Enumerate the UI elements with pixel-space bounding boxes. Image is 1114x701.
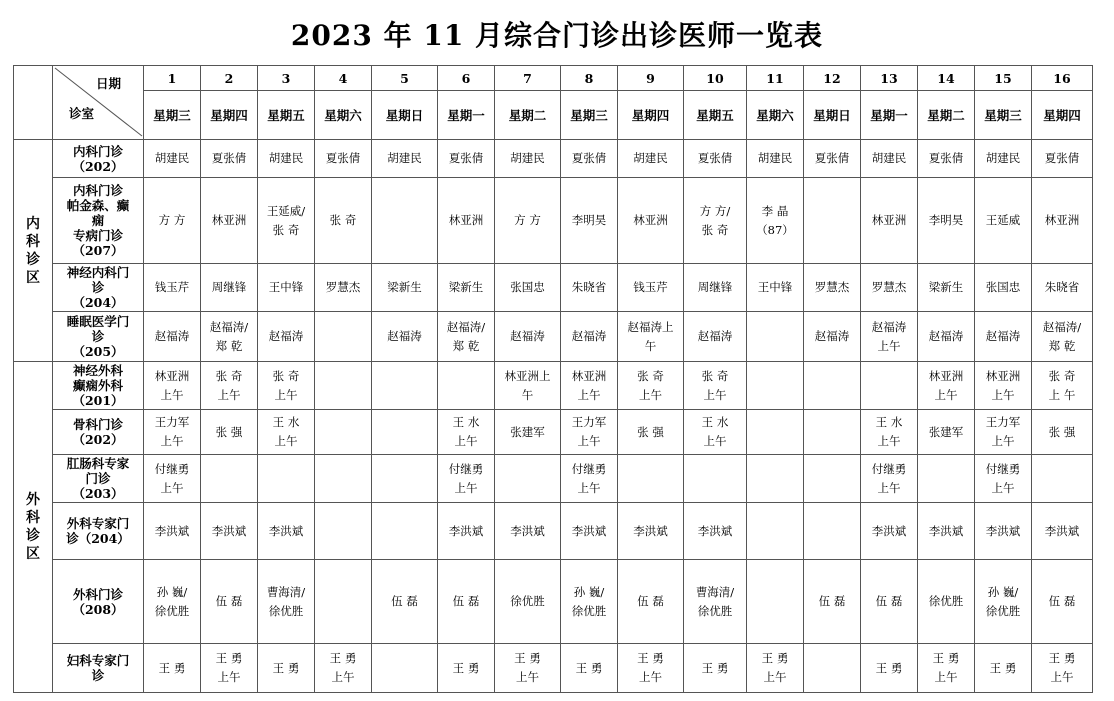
doctor-cell: 李 晶 （87） xyxy=(747,178,804,264)
date-cell: 12 xyxy=(804,66,861,91)
doctor-cell: 王 勇 xyxy=(144,644,201,693)
doctor-cell: 张 奇 上午 xyxy=(618,362,684,410)
doctor-cell: 张 强 xyxy=(618,410,684,455)
doctor-cell: 林亚洲 xyxy=(438,178,495,264)
doctor-cell: 李洪斌 xyxy=(1032,503,1093,560)
diagonal-header xyxy=(53,66,144,140)
doctor-cell: 林亚洲 xyxy=(618,178,684,264)
table-row xyxy=(14,644,1093,693)
doctor-cell: 伍 磊 xyxy=(861,560,918,644)
room-cell: 睡眠医学门 诊 （205） xyxy=(53,312,144,362)
doctor-cell: 徐优胜 xyxy=(918,560,975,644)
weekday-cell: 星期二 xyxy=(495,91,561,140)
doctor-cell: 李洪斌 xyxy=(201,503,258,560)
doctor-cell: 张国忠 xyxy=(495,264,561,312)
doctor-cell xyxy=(804,503,861,560)
doctor-cell: 李洪斌 xyxy=(258,503,315,560)
doctor-cell: 伍 磊 xyxy=(438,560,495,644)
doctor-cell: 夏张倩 xyxy=(804,140,861,178)
room-cell: 外科专家门 诊（204） xyxy=(53,503,144,560)
doctor-cell xyxy=(372,455,438,503)
doctor-cell xyxy=(372,644,438,693)
doctor-cell: 伍 磊 xyxy=(372,560,438,644)
table-row xyxy=(14,140,1093,178)
doctor-cell: 付继勇 上午 xyxy=(861,455,918,503)
doctor-cell: 王 勇 xyxy=(258,644,315,693)
doctor-cell: 张 奇 上 午 xyxy=(1032,362,1093,410)
doctor-cell: 胡建民 xyxy=(495,140,561,178)
doctor-cell: 王力军 上午 xyxy=(561,410,618,455)
room-label: 诊室 xyxy=(69,106,95,121)
dept-surgical: 外 科 诊 区 xyxy=(14,362,53,693)
doctor-cell: 王中锋 xyxy=(747,264,804,312)
doctor-cell: 胡建民 xyxy=(747,140,804,178)
weekday-cell: 星期六 xyxy=(747,91,804,140)
doctor-cell xyxy=(861,362,918,410)
doctor-cell: 付继勇 上午 xyxy=(975,455,1032,503)
doctor-cell: 林亚洲 xyxy=(201,178,258,264)
doctor-cell: 王 勇 上午 xyxy=(315,644,372,693)
weekday-cell: 星期五 xyxy=(258,91,315,140)
weekday-cell: 星期四 xyxy=(1032,91,1093,140)
date-cell: 7 xyxy=(495,66,561,91)
doctor-cell: 方 方 xyxy=(144,178,201,264)
doctor-cell xyxy=(372,178,438,264)
doctor-cell: 王延威/ 张 奇 xyxy=(258,178,315,264)
doctor-cell: 王 勇 上午 xyxy=(747,644,804,693)
doctor-cell: 钱玉芹 xyxy=(144,264,201,312)
dept-internal: 内 科 诊 区 xyxy=(14,140,53,362)
date-label: 日期 xyxy=(95,76,121,91)
page-title: 2023 年 11 月综合门诊出诊医师一览表 xyxy=(290,19,824,52)
doctor-cell: 李洪斌 xyxy=(618,503,684,560)
doctor-cell: 王 勇 xyxy=(438,644,495,693)
doctor-cell xyxy=(315,312,372,362)
doctor-cell: 方 方 xyxy=(495,178,561,264)
doctor-cell: 王力军 上午 xyxy=(975,410,1032,455)
doctor-cell xyxy=(315,560,372,644)
doctor-cell: 赵福涛 xyxy=(684,312,747,362)
doctor-cell xyxy=(618,455,684,503)
doctor-cell: 林亚洲 上午 xyxy=(975,362,1032,410)
date-cell: 13 xyxy=(861,66,918,91)
doctor-cell: 李洪斌 xyxy=(684,503,747,560)
doctor-cell: 林亚洲 xyxy=(1032,178,1093,264)
doctor-cell: 李洪斌 xyxy=(144,503,201,560)
doctor-cell: 曹海清/ 徐优胜 xyxy=(258,560,315,644)
doctor-cell xyxy=(804,644,861,693)
weekday-cell: 星期三 xyxy=(144,91,201,140)
doctor-cell: 赵福涛/ 郑 乾 xyxy=(1032,312,1093,362)
doctor-cell: 王 勇 上午 xyxy=(495,644,561,693)
doctor-cell: 李明昊 xyxy=(561,178,618,264)
doctor-cell: 王 水 上午 xyxy=(861,410,918,455)
doctor-cell xyxy=(315,362,372,410)
doctor-cell: 王 勇 上午 xyxy=(918,644,975,693)
doctor-cell: 林亚洲 xyxy=(861,178,918,264)
doctor-cell: 赵福涛 xyxy=(804,312,861,362)
doctor-cell: 王 勇 上午 xyxy=(201,644,258,693)
date-cell: 1 xyxy=(144,66,201,91)
date-cell: 8 xyxy=(561,66,618,91)
doctor-cell xyxy=(201,455,258,503)
doctor-cell: 孙 巍/ 徐优胜 xyxy=(561,560,618,644)
doctor-cell: 钱玉芹 xyxy=(618,264,684,312)
doctor-cell: 胡建民 xyxy=(144,140,201,178)
doctor-cell: 赵福涛/ 郑 乾 xyxy=(201,312,258,362)
weekday-cell: 星期四 xyxy=(618,91,684,140)
header-row-dates xyxy=(14,66,1093,91)
doctor-cell: 赵福涛 xyxy=(144,312,201,362)
doctor-cell xyxy=(315,410,372,455)
doctor-cell: 夏张倩 xyxy=(315,140,372,178)
weekday-cell: 星期三 xyxy=(975,91,1032,140)
doctor-cell xyxy=(804,178,861,264)
doctor-cell: 夏张倩 xyxy=(684,140,747,178)
doctor-cell: 赵福涛/ 郑 乾 xyxy=(438,312,495,362)
doctor-cell: 李洪斌 xyxy=(495,503,561,560)
doctor-cell: 李明昊 xyxy=(918,178,975,264)
room-cell: 神经外科 癫痫外科 （201） xyxy=(53,362,144,410)
table-row xyxy=(14,312,1093,362)
weekday-cell: 星期日 xyxy=(372,91,438,140)
table-row xyxy=(14,264,1093,312)
doctor-cell: 胡建民 xyxy=(372,140,438,178)
doctor-cell: 伍 磊 xyxy=(1032,560,1093,644)
doctor-cell xyxy=(747,560,804,644)
doctor-cell: 胡建民 xyxy=(975,140,1032,178)
doctor-cell xyxy=(315,503,372,560)
doctor-cell: 王延威 xyxy=(975,178,1032,264)
doctor-cell: 胡建民 xyxy=(618,140,684,178)
room-cell: 内科门诊 （202） xyxy=(53,140,144,178)
doctor-cell xyxy=(747,312,804,362)
doctor-cell: 伍 磊 xyxy=(618,560,684,644)
doctor-cell: 夏张倩 xyxy=(1032,140,1093,178)
doctor-cell xyxy=(438,362,495,410)
header-row-weekdays xyxy=(14,91,1093,140)
doctor-cell xyxy=(315,455,372,503)
doctor-cell: 王 水 上午 xyxy=(684,410,747,455)
doctor-cell: 赵福涛 上午 xyxy=(861,312,918,362)
table-row xyxy=(14,455,1093,503)
doctor-cell: 赵福涛 xyxy=(372,312,438,362)
doctor-cell: 李洪斌 xyxy=(861,503,918,560)
date-cell: 9 xyxy=(618,66,684,91)
table-row xyxy=(14,503,1093,560)
date-cell: 15 xyxy=(975,66,1032,91)
doctor-cell: 罗慧杰 xyxy=(861,264,918,312)
weekday-cell: 星期一 xyxy=(861,91,918,140)
doctor-cell xyxy=(804,455,861,503)
doctor-cell: 孙 巍/ 徐优胜 xyxy=(975,560,1032,644)
doctor-cell: 夏张倩 xyxy=(561,140,618,178)
doctor-cell: 王 勇 上午 xyxy=(1032,644,1093,693)
doctor-cell: 李洪斌 xyxy=(975,503,1032,560)
date-cell: 4 xyxy=(315,66,372,91)
doctor-cell xyxy=(495,455,561,503)
doctor-cell: 赵福涛 xyxy=(561,312,618,362)
doctor-cell xyxy=(747,410,804,455)
schedule-table xyxy=(13,65,1093,693)
doctor-cell: 付继勇 上午 xyxy=(438,455,495,503)
date-cell: 2 xyxy=(201,66,258,91)
doctor-cell: 林亚洲上 午 xyxy=(495,362,561,410)
doctor-cell: 王 勇 xyxy=(861,644,918,693)
doctor-cell: 张 奇 上午 xyxy=(258,362,315,410)
weekday-cell: 星期日 xyxy=(804,91,861,140)
doctor-cell: 胡建民 xyxy=(258,140,315,178)
room-cell: 肛肠科专家 门诊 （203） xyxy=(53,455,144,503)
doctor-cell: 罗慧杰 xyxy=(315,264,372,312)
doctor-cell xyxy=(747,455,804,503)
date-cell: 3 xyxy=(258,66,315,91)
doctor-cell: 李洪斌 xyxy=(438,503,495,560)
room-cell: 外科门诊 （208） xyxy=(53,560,144,644)
doctor-cell: 林亚洲 上午 xyxy=(144,362,201,410)
doctor-cell: 伍 磊 xyxy=(201,560,258,644)
doctor-cell: 李洪斌 xyxy=(918,503,975,560)
date-cell: 6 xyxy=(438,66,495,91)
doctor-cell: 张建军 xyxy=(495,410,561,455)
doctor-cell: 赵福涛上 午 xyxy=(618,312,684,362)
doctor-cell xyxy=(684,455,747,503)
doctor-cell xyxy=(747,503,804,560)
date-cell: 5 xyxy=(372,66,438,91)
doctor-cell: 赵福涛 xyxy=(495,312,561,362)
doctor-cell: 张 奇 xyxy=(315,178,372,264)
doctor-cell: 周继锋 xyxy=(201,264,258,312)
doctor-cell xyxy=(804,362,861,410)
doctor-cell: 徐优胜 xyxy=(495,560,561,644)
room-cell: 骨科门诊 （202） xyxy=(53,410,144,455)
weekday-cell: 星期四 xyxy=(201,91,258,140)
doctor-cell: 张 奇 上午 xyxy=(201,362,258,410)
table-row xyxy=(14,410,1093,455)
date-cell: 14 xyxy=(918,66,975,91)
doctor-cell: 王 水 上午 xyxy=(438,410,495,455)
date-cell: 16 xyxy=(1032,66,1093,91)
doctor-cell: 夏张倩 xyxy=(201,140,258,178)
doctor-cell: 付继勇 上午 xyxy=(144,455,201,503)
doctor-cell: 梁新生 xyxy=(372,264,438,312)
doctor-cell: 林亚洲 上午 xyxy=(918,362,975,410)
doctor-cell: 付继勇 上午 xyxy=(561,455,618,503)
doctor-cell: 孙 巍/ 徐优胜 xyxy=(144,560,201,644)
weekday-cell: 星期三 xyxy=(561,91,618,140)
doctor-cell xyxy=(372,410,438,455)
date-cell: 10 xyxy=(684,66,747,91)
weekday-cell: 星期二 xyxy=(918,91,975,140)
corner-blank xyxy=(14,66,53,140)
room-cell: 妇科专家门 诊 xyxy=(53,644,144,693)
date-cell: 11 xyxy=(747,66,804,91)
doctor-cell: 朱晓省 xyxy=(561,264,618,312)
doctor-cell: 伍 磊 xyxy=(804,560,861,644)
doctor-cell: 王中锋 xyxy=(258,264,315,312)
doctor-cell xyxy=(804,410,861,455)
doctor-cell: 胡建民 xyxy=(861,140,918,178)
doctor-cell: 王 勇 xyxy=(975,644,1032,693)
doctor-cell: 朱晓省 xyxy=(1032,264,1093,312)
doctor-cell: 王 勇 上午 xyxy=(618,644,684,693)
room-cell: 神经内科门 诊 （204） xyxy=(53,264,144,312)
doctor-cell: 李洪斌 xyxy=(561,503,618,560)
table-row xyxy=(14,362,1093,410)
doctor-cell: 张国忠 xyxy=(975,264,1032,312)
doctor-cell: 罗慧杰 xyxy=(804,264,861,312)
doctor-cell: 赵福涛 xyxy=(258,312,315,362)
doctor-cell: 王 勇 xyxy=(561,644,618,693)
doctor-cell: 周继锋 xyxy=(684,264,747,312)
weekday-cell: 星期一 xyxy=(438,91,495,140)
doctor-cell xyxy=(1032,455,1093,503)
doctor-cell: 林亚洲 上午 xyxy=(561,362,618,410)
table-row xyxy=(14,560,1093,644)
doctor-cell xyxy=(372,503,438,560)
doctor-cell: 夏张倩 xyxy=(918,140,975,178)
doctor-cell: 梁新生 xyxy=(918,264,975,312)
table-row xyxy=(14,178,1093,264)
doctor-cell: 张 强 xyxy=(201,410,258,455)
doctor-cell xyxy=(258,455,315,503)
doctor-cell: 方 方/ 张 奇 xyxy=(684,178,747,264)
room-cell: 内科门诊 帕金森、癫 痫 专病门诊 （207） xyxy=(53,178,144,264)
doctor-cell xyxy=(918,455,975,503)
weekday-cell: 星期六 xyxy=(315,91,372,140)
doctor-cell: 梁新生 xyxy=(438,264,495,312)
doctor-cell: 王力军 上午 xyxy=(144,410,201,455)
doctor-cell: 王 勇 xyxy=(684,644,747,693)
doctor-cell: 张 强 xyxy=(1032,410,1093,455)
doctor-cell: 王 水 上午 xyxy=(258,410,315,455)
doctor-cell: 曹海清/ 徐优胜 xyxy=(684,560,747,644)
doctor-cell: 夏张倩 xyxy=(438,140,495,178)
doctor-cell: 张建军 xyxy=(918,410,975,455)
doctor-cell: 赵福涛 xyxy=(918,312,975,362)
doctor-cell: 张 奇 上午 xyxy=(684,362,747,410)
weekday-cell: 星期五 xyxy=(684,91,747,140)
doctor-cell xyxy=(372,362,438,410)
doctor-cell: 赵福涛 xyxy=(975,312,1032,362)
doctor-cell xyxy=(747,362,804,410)
